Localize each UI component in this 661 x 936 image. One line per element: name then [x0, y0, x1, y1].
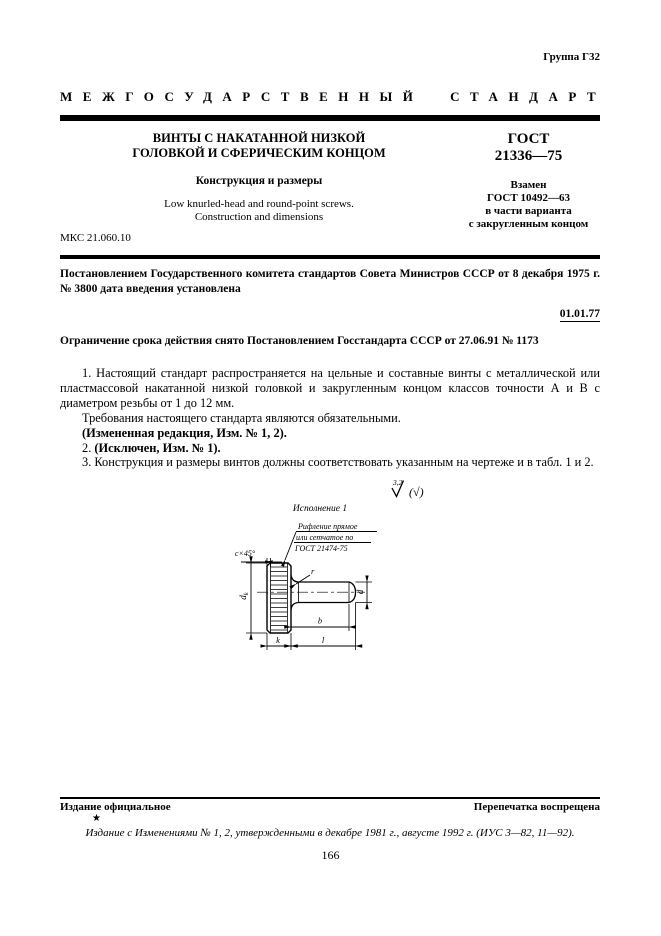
head-dia-label-main: d — [238, 595, 248, 600]
length-label: l — [321, 635, 325, 645]
title-ru-line2: ГОЛОВКОЙ И СФЕРИЧЕСКИМ КОНЦОМ — [132, 146, 386, 160]
reprint-prohibited-label: Перепечатка воспрещена — [473, 801, 600, 813]
body-paragraph-2: Требования настоящего стандарта являются обязательными. — [82, 410, 401, 425]
mid-rule — [60, 255, 600, 259]
limitation-paragraph: Ограничение срока действия снято Постановлением Госстандарта СССР от 27.06.91 № 1173 — [60, 335, 539, 347]
group-label: Группа Г32 — [543, 51, 600, 63]
mks-code: МКС 21.060.10 — [60, 232, 131, 244]
official-edition-label: Издание официальное — [60, 801, 171, 813]
title-block — [60, 131, 600, 231]
title-en-line2: Construction and dimensions — [194, 211, 324, 223]
body-paragraph-4 — [60, 441, 600, 456]
title-ru — [60, 131, 458, 161]
title-en-line1: Low knurled-head and round-point screws. — [164, 198, 354, 210]
replaces-line: с закругленным концом — [468, 218, 589, 230]
head-dia-label-sub: k — [243, 592, 250, 596]
decree-paragraph: Постановлением Государственного комитета стандартов Совета Министров СССР от 8 декабря 1975 г. № 3800 дата введения установлена — [60, 268, 600, 295]
dia-label: d — [355, 589, 365, 595]
replaces-line: в части варианта — [485, 205, 572, 217]
title-ru-line1: ВИНТЫ С НАКАТАННОЙ НИЗКОЙ — [152, 131, 366, 145]
title-en — [60, 198, 458, 224]
length-extension-lines — [267, 603, 356, 651]
effective-date-value: 01.01.77 — [559, 308, 600, 320]
designation-line2: 21336—75 — [494, 148, 563, 164]
body-paragraph-1: 1. Настоящий стандарт распространяется на цельные и составные винты с металлической или пластмассовой накатанной низкой головкой и закругленным концом классов точности А и В с диаметром резьбы от 1 до 12 мм. — [60, 366, 600, 410]
knurl-note-line3: ГОСТ 21474-75 — [295, 544, 348, 553]
designation-line1: ГОСТ — [507, 131, 550, 147]
roughness-alt: (√) — [409, 485, 424, 499]
thread-len-label: b — [317, 615, 323, 626]
radius-label: r — [311, 566, 315, 576]
footer-row — [60, 801, 600, 813]
standard-banner: МЕЖГОСУДАРСТВЕННЫЙ СТАНДАРТ — [60, 89, 607, 104]
replaces-line: ГОСТ 10492—63 — [487, 192, 570, 204]
edition-note: Издание с Изменениями № 1, 2, утвержденными в декабре 1981 г., августе 1992 г. (ИУС 3—82, 11—92). — [85, 827, 575, 839]
star-icon: ★ — [92, 813, 101, 824]
header-rule — [60, 115, 600, 121]
footer-rule — [60, 797, 600, 799]
head-dia-label — [238, 592, 250, 600]
replaces-note — [458, 179, 599, 231]
figure-container — [225, 475, 465, 692]
page-number: 166 — [321, 848, 340, 862]
screw-drawing — [225, 475, 465, 687]
subtitle-ru: Конструкция и размеры — [195, 175, 323, 187]
item-excluded-note: (Исключен, Изм. № 1). — [94, 440, 221, 455]
radius-leader-line — [296, 575, 310, 584]
head-dia-extension-lines — [246, 563, 267, 633]
variant-label: Исполнение 1 — [292, 504, 348, 514]
head-height-label: k — [276, 635, 280, 645]
standard-designation — [458, 131, 599, 165]
roughness-value: 3,2 — [393, 478, 403, 487]
knurl-note-line1: Рифление прямое — [298, 522, 358, 531]
title-right-column — [458, 131, 599, 231]
knurl-note-line2: или сетчатое по — [296, 533, 354, 542]
knurl-hatch-lines — [271, 567, 287, 630]
replaces-line: Взамен — [510, 179, 547, 191]
head-chamfer-lines — [271, 563, 288, 633]
title-left-column — [60, 131, 458, 231]
effective-date — [60, 308, 600, 320]
chamfer-label: c×45° — [234, 549, 256, 558]
body-text — [60, 366, 600, 470]
item-number: 2. — [82, 440, 95, 455]
body-paragraph-3: (Измененная редакция, Изм. № 1, 2). — [82, 425, 287, 440]
body-paragraph-5: 3. Конструкция и размеры винтов должны соответствовать указанным на чертеже и в табл. 1 и 2. — [82, 455, 594, 470]
